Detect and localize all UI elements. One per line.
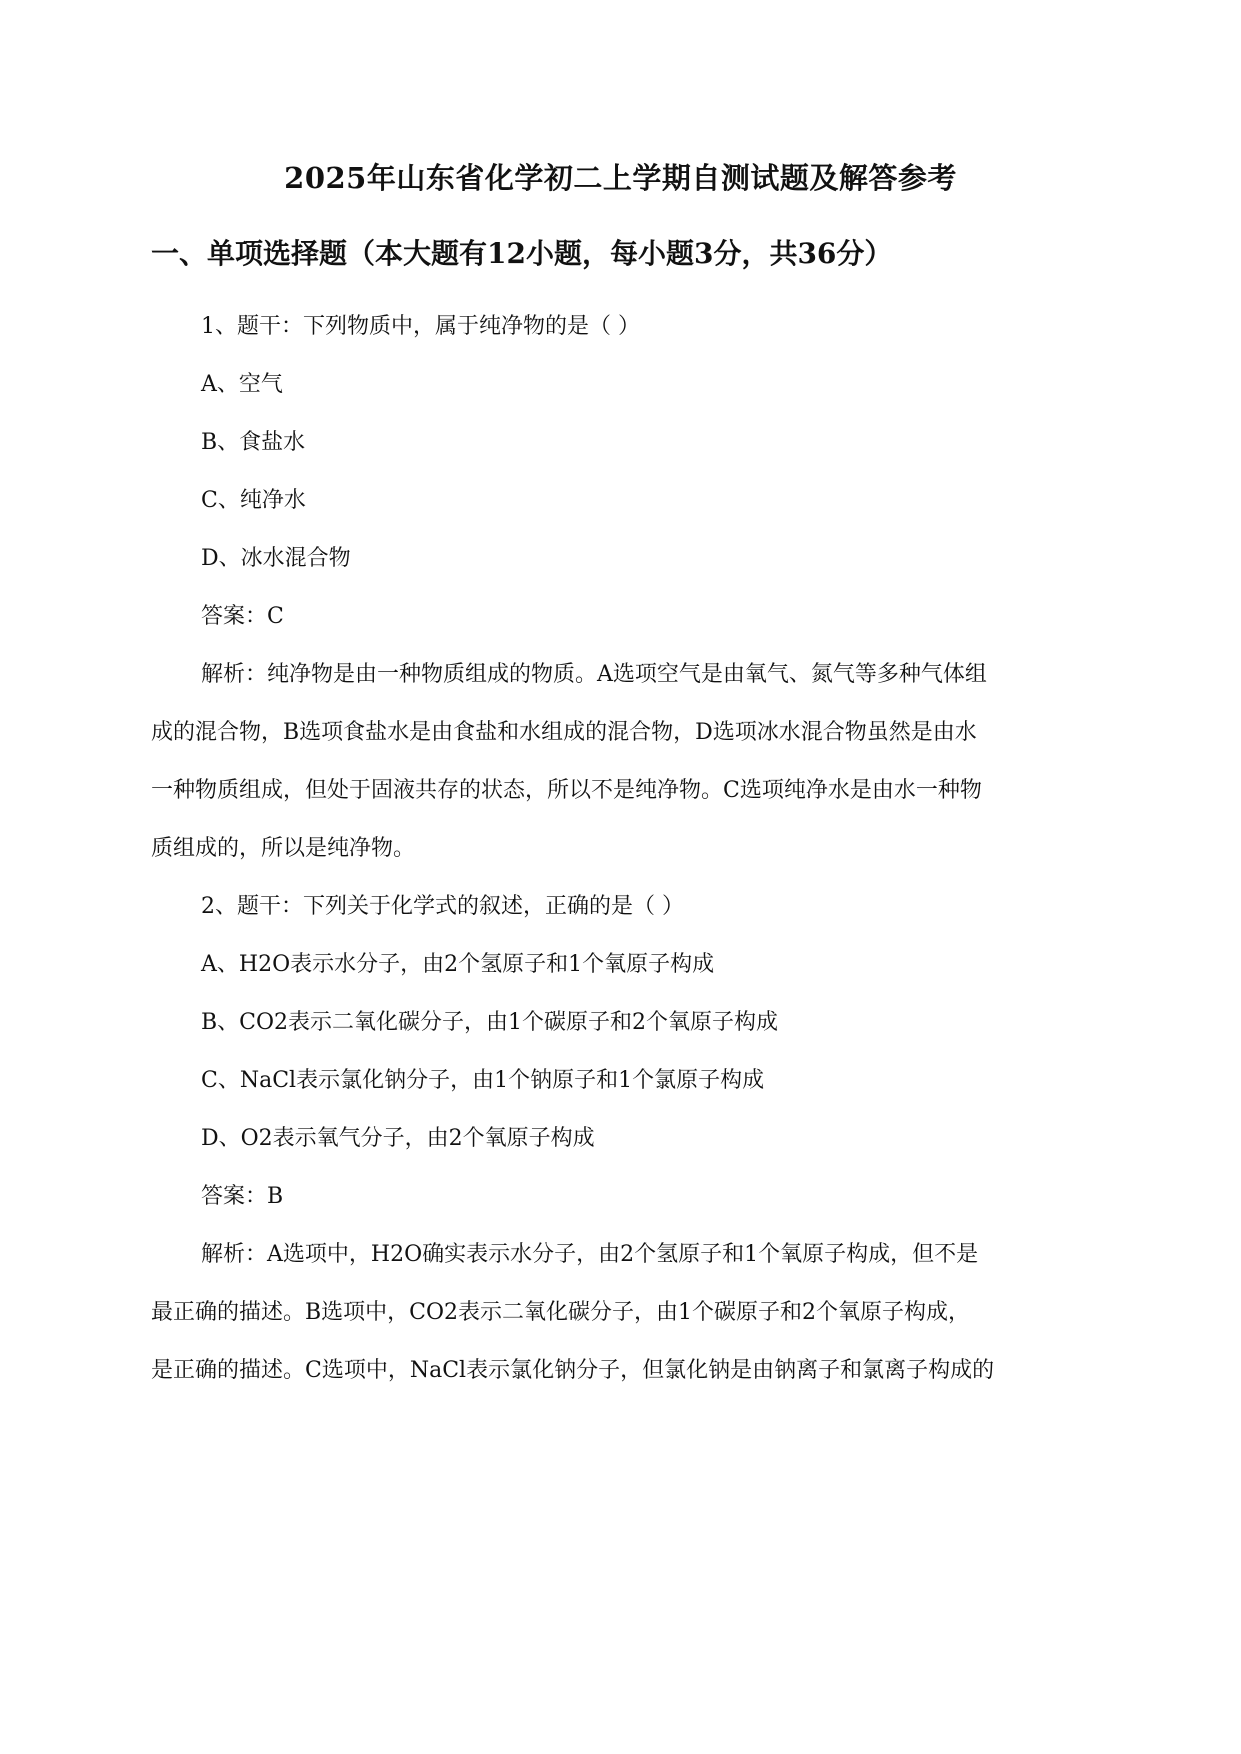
question-1-option-c: C、纯净水 — [201, 488, 306, 513]
question-2-answer: 答案：B — [201, 1184, 284, 1209]
question-2-analysis-line: 最正确的描述。B选项中，CO2表示二氧化碳分子，由1个碳原子和2个氧原子构成， — [151, 1300, 971, 1325]
question-2-option-c: C、NaCl表示氯化钠分子，由1个钠原子和1个氯原子构成 — [201, 1068, 765, 1093]
question-1-answer: 答案：C — [201, 604, 284, 629]
question-1-analysis-line: 质组成的，所以是纯净物。 — [151, 836, 416, 861]
question-1-option-d: D、冰水混合物 — [201, 546, 351, 571]
question-1-stem: 1、题干：下列物质中，属于纯净物的是（ ） — [201, 314, 640, 339]
question-1-analysis-line: 成的混合物，B选项食盐水是由食盐和水组成的混合物，D选项冰水混合物虽然是由水 — [151, 720, 977, 745]
question-1-option-b: B、食盐水 — [201, 430, 306, 455]
question-2-option-d: D、O2表示氧气分子，由2个氧原子构成 — [201, 1126, 595, 1151]
question-1-option-a: A、空气 — [201, 372, 283, 397]
section-heading: 一、单项选择题（本大题有12小题，每小题3分，共36分） — [151, 237, 893, 270]
question-1-analysis-line: 解析：纯净物是由一种物质组成的物质。A选项空气是由氧气、氮气等多种气体组 — [201, 662, 987, 687]
document-title: 2025年山东省化学初二上学期自测试题及解答参考 — [284, 161, 957, 195]
question-2-option-b: B、CO2表示二氧化碳分子，由1个碳原子和2个氧原子构成 — [201, 1010, 779, 1035]
question-2-analysis-line: 是正确的描述。C选项中，NaCl表示氯化钠分子，但氯化钠是由钠离子和氯离子构成的 — [151, 1358, 995, 1383]
question-2-stem: 2、题干：下列关于化学式的叙述，正确的是（ ） — [201, 894, 684, 919]
question-2-analysis-line: 解析：A选项中，H2O确实表示水分子，由2个氢原子和1个氧原子构成，但不是 — [201, 1242, 979, 1267]
question-1-analysis-line: 一种物质组成，但处于固液共存的状态，所以不是纯净物。C选项纯净水是由水一种物 — [151, 778, 982, 803]
question-2-option-a: A、H2O表示水分子，由2个氢原子和1个氧原子构成 — [201, 952, 715, 977]
